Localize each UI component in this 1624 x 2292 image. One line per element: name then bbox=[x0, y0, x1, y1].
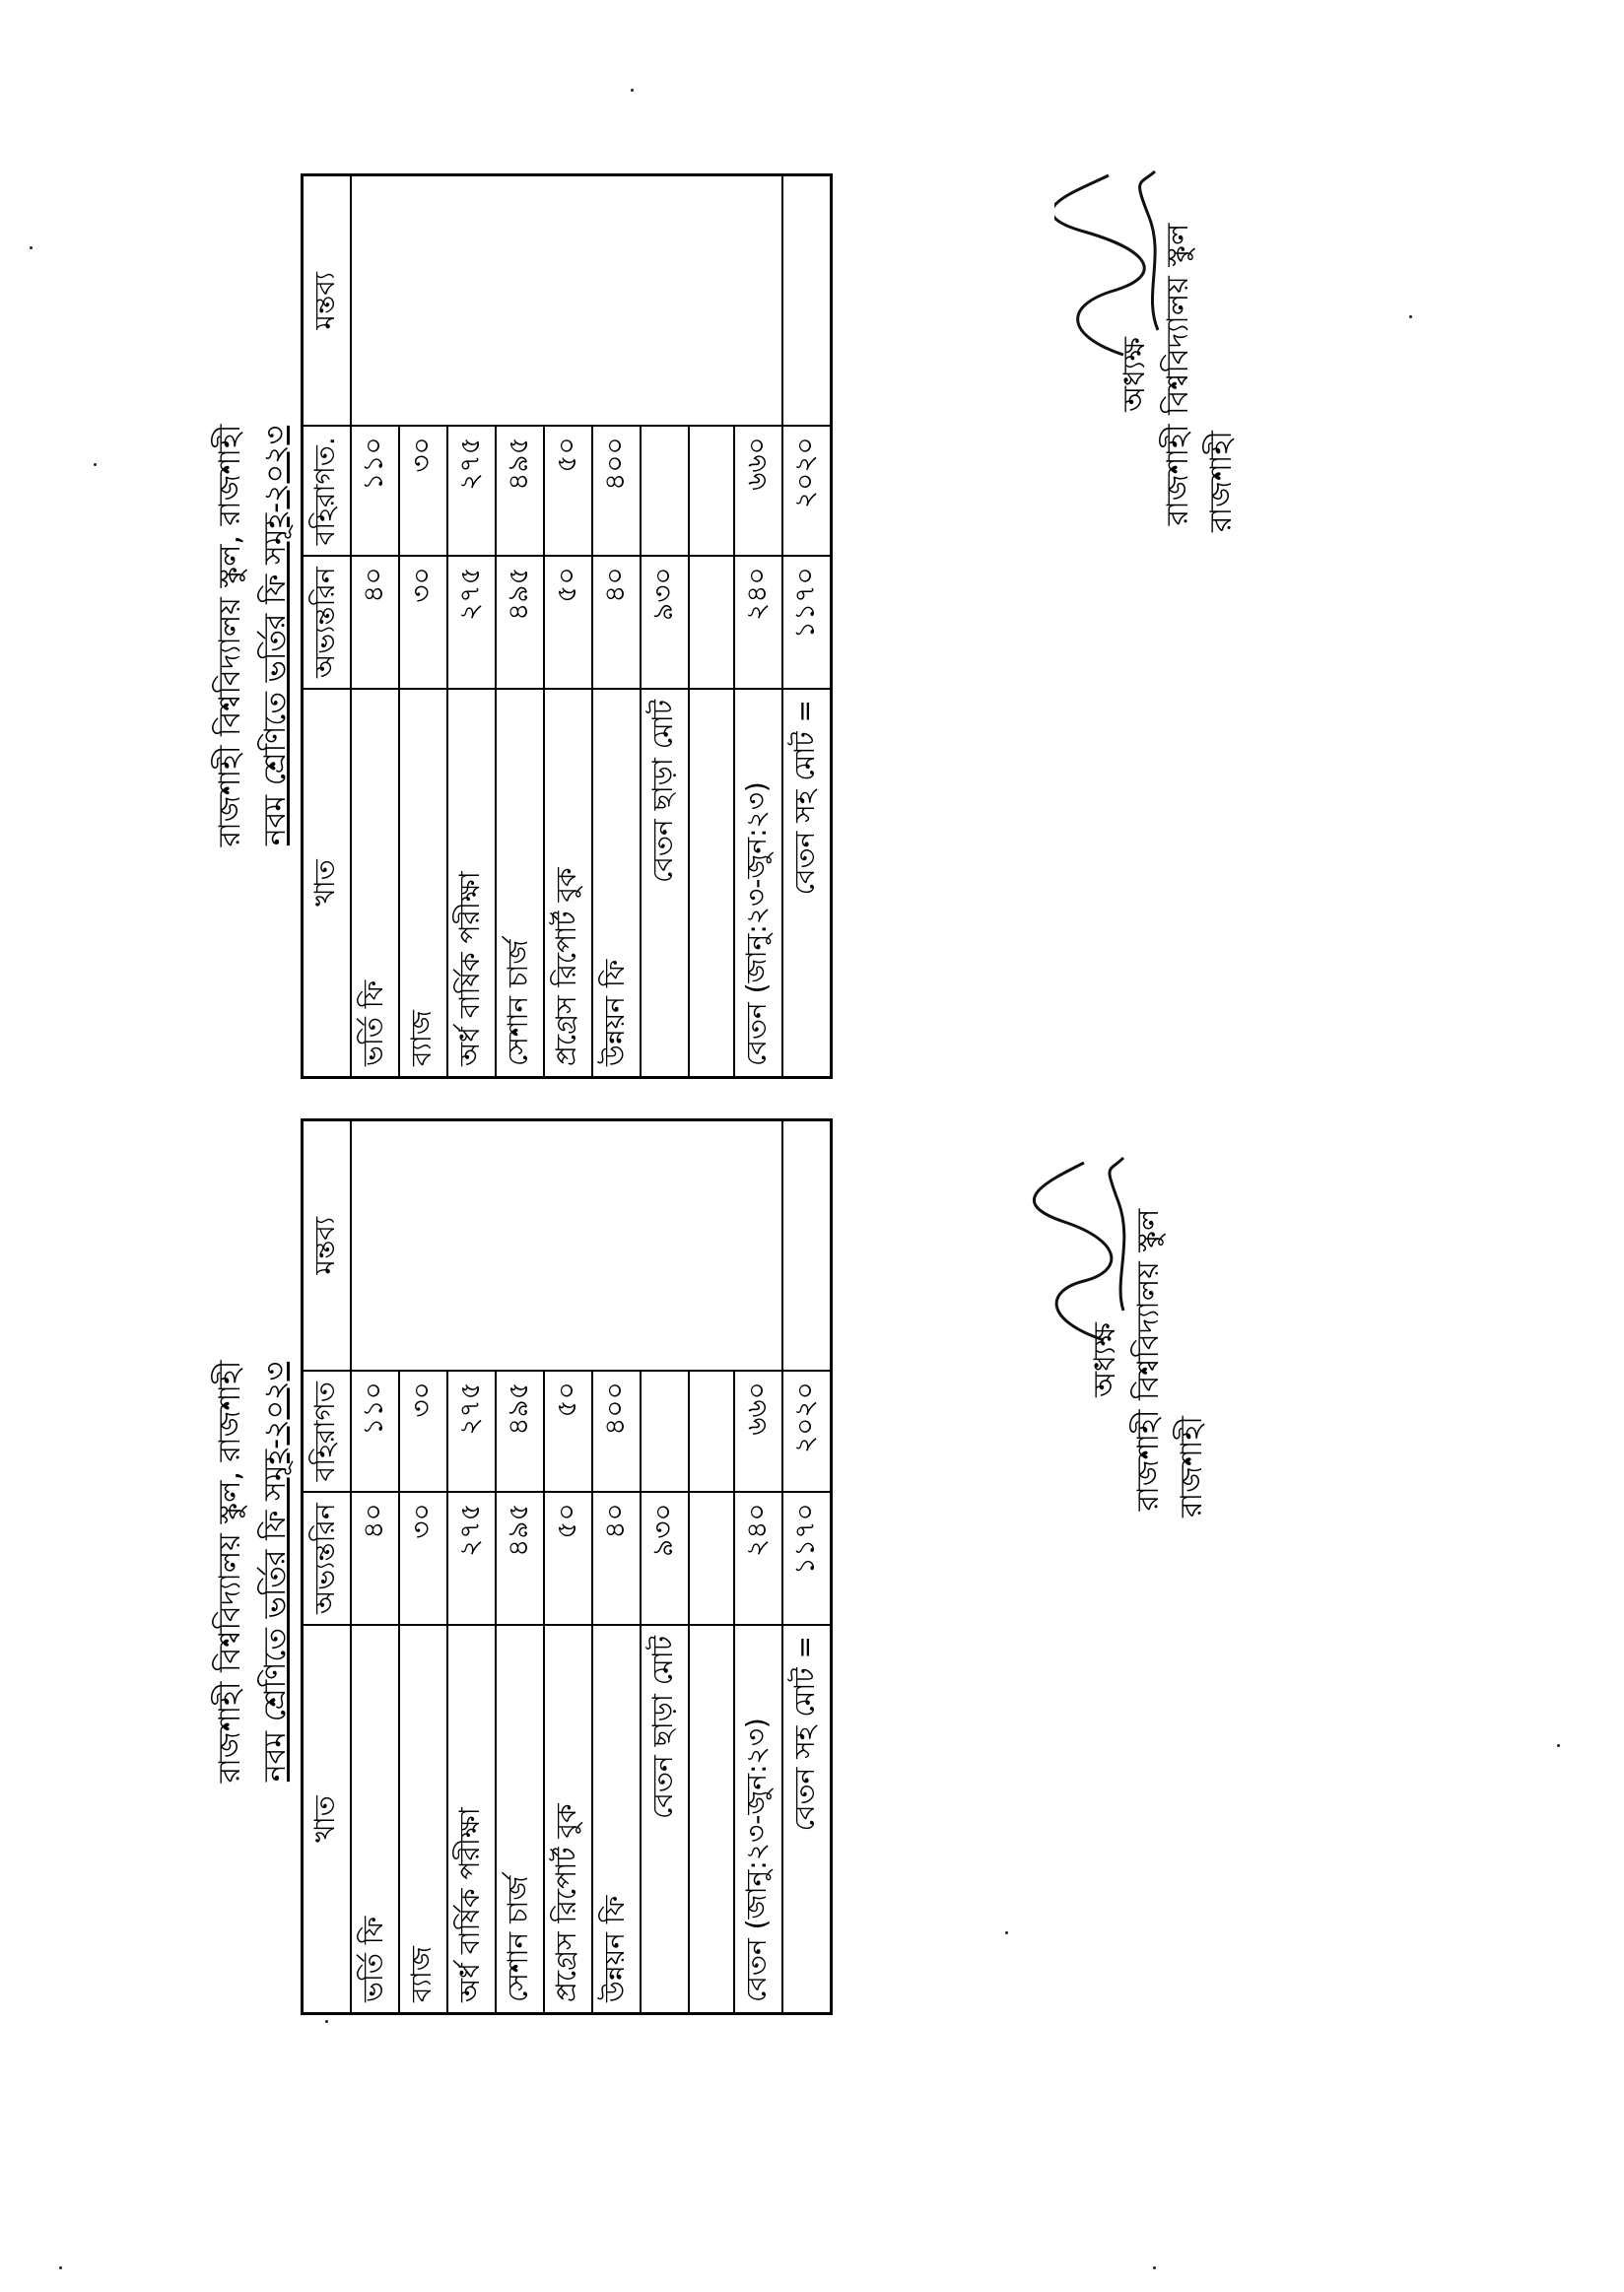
row-label: প্রগ্রেস রিপোর্ট বুক bbox=[544, 689, 592, 1078]
salary-external: ৬৬০ bbox=[734, 1371, 782, 1492]
total-row bbox=[782, 1120, 832, 2014]
salary-label: বেতন (জানু:২৩-জুন:২৩) bbox=[734, 689, 782, 1078]
signature-block-1 bbox=[1084, 1173, 1281, 1547]
external-value: ৫০ bbox=[544, 426, 592, 556]
column-header-internal: অভ্যন্তরিন bbox=[303, 556, 352, 689]
total-external: ২০২০ bbox=[782, 426, 832, 556]
internal-value: ৫০ bbox=[544, 556, 592, 689]
row-label: ব্যাজ bbox=[399, 1625, 447, 2014]
subtotal-internal: ৯৩০ bbox=[641, 556, 689, 689]
internal-value: ৪০ bbox=[351, 556, 399, 689]
table-title: রাজশাহী বিশ্ববিদ্যালয় স্কুল, রাজশাহী bbox=[213, 1360, 247, 1784]
external-value: ৪৯৫ bbox=[496, 1371, 544, 1492]
row-label: ভর্তি ফি bbox=[351, 1625, 399, 2014]
signature-org: রাজশাহী বিশ্ববিদ্যালয় স্কুল bbox=[1161, 223, 1195, 526]
scan-speck bbox=[325, 2020, 328, 2023]
subtotal-internal: ৯৩০ bbox=[641, 1492, 689, 1625]
column-header-remarks: মন্তব্য bbox=[303, 1120, 352, 1372]
internal-value: ৪০ bbox=[592, 1492, 641, 1625]
table-row bbox=[351, 175, 399, 1078]
scan-speck bbox=[94, 463, 97, 466]
column-header-head: খাত bbox=[303, 1625, 352, 2014]
subtotal-external bbox=[641, 426, 689, 556]
subtotal-label: বেতন ছাড়া মোট bbox=[641, 689, 689, 1078]
external-value: ৫০ bbox=[544, 1371, 592, 1492]
total-row bbox=[782, 175, 832, 1078]
total-label: বেতন সহ মোট = bbox=[782, 1625, 832, 2014]
table-header-row bbox=[303, 1120, 352, 2014]
scan-speck bbox=[59, 2266, 62, 2269]
row-label: অর্ধ বার্ষিক পরীক্ষা bbox=[447, 1625, 496, 2014]
remarks-cell bbox=[351, 1120, 782, 1372]
total-internal: ১১৭০ bbox=[782, 1492, 832, 1625]
handwritten-signature bbox=[1025, 1153, 1143, 1350]
internal-value: ৩০ bbox=[399, 556, 447, 689]
remarks-cell bbox=[351, 175, 782, 427]
scan-speck bbox=[1005, 1931, 1008, 1934]
signature-city: রাজশাহী bbox=[1204, 431, 1239, 532]
table-subtitle: নবম শ্রেণিতে ভর্তির ফি সমূহ-২০২৩ bbox=[258, 425, 293, 846]
row-label: উন্নয়ন ফি bbox=[592, 689, 641, 1078]
total-internal: ১১৭০ bbox=[782, 556, 832, 689]
scan-speck bbox=[631, 89, 634, 92]
internal-value: ২৭৫ bbox=[447, 1492, 496, 1625]
signature-block-2 bbox=[1114, 187, 1311, 562]
table-subtitle: নবম শ্রেণিতে ভর্তির ফি সমূহ-২০২৩ bbox=[258, 1361, 293, 1783]
internal-value: ৪৯৫ bbox=[496, 556, 544, 689]
row-label: সেশান চার্জ bbox=[496, 1625, 544, 2014]
row-label: ব্যাজ bbox=[399, 689, 447, 1078]
fee-table bbox=[301, 173, 833, 1079]
row-label: প্রগ্রেস রিপোর্ট বুক bbox=[544, 1625, 592, 2014]
external-value: ২৭৫ bbox=[447, 1371, 496, 1492]
total-label: বেতন সহ মোট = bbox=[782, 689, 832, 1078]
handwritten-signature bbox=[1054, 168, 1173, 365]
row-label: ভর্তি ফি bbox=[351, 689, 399, 1078]
internal-value: ২৭৫ bbox=[447, 556, 496, 689]
salary-label: বেতন (জানু:২৩-জুন:২৩) bbox=[734, 1625, 782, 2014]
salary-external: ৬৬০ bbox=[734, 426, 782, 556]
external-value: ১১০ bbox=[351, 426, 399, 556]
scan-speck bbox=[1153, 2266, 1156, 2269]
table-row bbox=[351, 1120, 399, 2014]
row-label: অর্ধ বার্ষিক পরীক্ষা bbox=[447, 689, 496, 1078]
external-value: ৩০ bbox=[399, 426, 447, 556]
fee-table-block-1 bbox=[208, 1084, 821, 2050]
row-label: উন্নয়ন ফি bbox=[592, 1625, 641, 2014]
signature-city: রাজশাহী bbox=[1175, 1416, 1209, 1517]
external-value: ৪৯৫ bbox=[496, 426, 544, 556]
total-external: ২০২০ bbox=[782, 1371, 832, 1492]
signature-role: অধ্যক্ষ bbox=[1117, 337, 1152, 412]
subtotal-external bbox=[641, 1371, 689, 1492]
column-header-remarks: মন্তব্য bbox=[303, 175, 352, 427]
internal-value: ৪৯৫ bbox=[496, 1492, 544, 1625]
external-value: ৪০০ bbox=[592, 1371, 641, 1492]
salary-internal: ২৪০ bbox=[734, 556, 782, 689]
table-header-row bbox=[303, 175, 352, 1078]
external-value: ৩০ bbox=[399, 1371, 447, 1492]
column-header-head: খাত bbox=[303, 689, 352, 1078]
subtotal-label: বেতন ছাড়া মোট bbox=[641, 1625, 689, 2014]
signature-role: অধ্যক্ষ bbox=[1088, 1322, 1122, 1397]
internal-value: ৩০ bbox=[399, 1492, 447, 1625]
table-title: রাজশাহী বিশ্ববিদ্যালয় স্কুল, রাজশাহী bbox=[213, 424, 247, 847]
internal-value: ৪০ bbox=[351, 1492, 399, 1625]
external-value: ৪০০ bbox=[592, 426, 641, 556]
column-header-external: বহিরাগত bbox=[303, 1371, 352, 1492]
internal-value: ৫০ bbox=[544, 1492, 592, 1625]
internal-value: ৪০ bbox=[592, 556, 641, 689]
fee-table-block-2 bbox=[208, 148, 821, 1113]
scan-speck bbox=[1557, 1744, 1560, 1747]
external-value: ১১০ bbox=[351, 1371, 399, 1492]
scan-speck bbox=[1409, 315, 1412, 318]
external-value: ২৭৫ bbox=[447, 426, 496, 556]
column-header-internal: অভ্যন্তরিন bbox=[303, 1492, 352, 1625]
salary-internal: ২৪০ bbox=[734, 1492, 782, 1625]
row-label: সেশান চার্জ bbox=[496, 689, 544, 1078]
column-header-external: বহিরাগত. bbox=[303, 426, 352, 556]
scan-speck bbox=[30, 246, 33, 249]
fee-table bbox=[301, 1118, 833, 2015]
signature-org: রাজশাহী বিশ্ববিদ্যালয় স্কুল bbox=[1131, 1208, 1166, 1512]
